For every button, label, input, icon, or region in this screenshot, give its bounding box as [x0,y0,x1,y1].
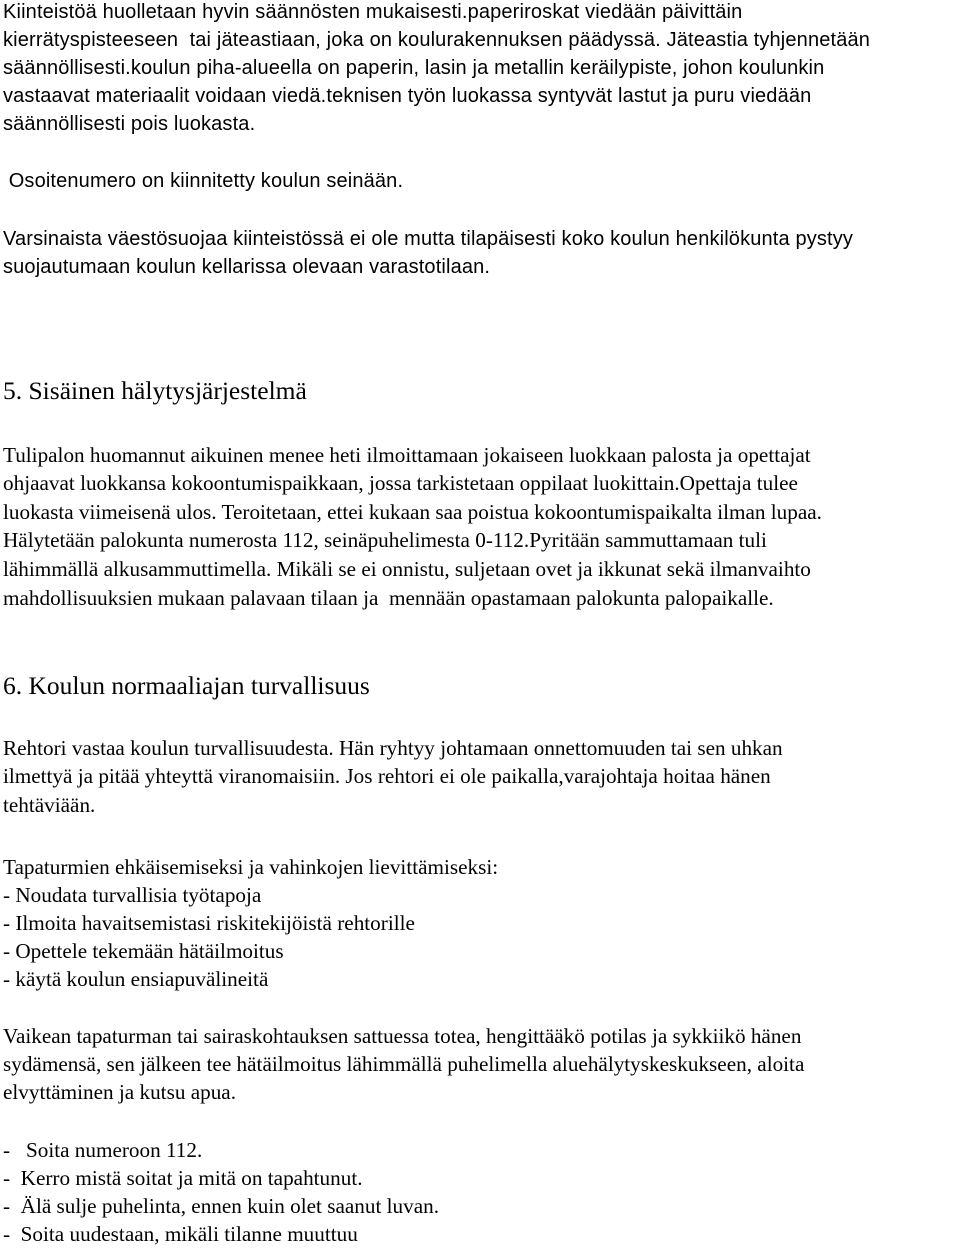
accident-paragraph-line: sydämensä, sen jälkeen tee hätäilmoitus lähimmällä puhelimella aluehälytyskeskukseen, aloita [3,1052,805,1076]
prevention-title: Tapaturmien ehkäisemiseksi ja vahinkojen lievittämiseksi: [3,855,499,879]
call-list-item: - Soita numeroon 112. [3,1138,203,1162]
section-5-body-line: mahdollisuuksien mukaan palavaan tilaan ja mennään opastamaan palokunta palopaikalle. [3,586,774,610]
prevention-list-item: - käytä koulun ensiapuvälineitä [3,967,269,991]
accident-paragraph-line: Vaikean tapaturman tai sairaskohtauksen sattuessa totea, hengittääkö potilas ja sykkiikö hänen [3,1024,802,1048]
address-note: Osoitenumero on kiinnitetty koulun seinään. [3,170,404,192]
shelter-paragraph-line: Varsinaista väestösuojaa kiinteistössä ei ole mutta tilapäisesti koko koulun henkilökunta pystyy [3,228,854,250]
section-6-intro-line: tehtäviään. [3,793,96,817]
prevention-list-item: - Opettele tekemään hätäilmoitus [3,939,284,963]
maintenance-paragraph-line: kierrätyspisteeseen tai jäteastiaan, joka on koulurakennuksen päädyssä. Jäteastia tyhjennetään [3,29,871,51]
call-list-item: - Älä sulje puhelinta, ennen kuin olet saanut luvan. [3,1194,439,1218]
section-6-heading: 6. Koulun normaaliajan turvallisuus [3,671,370,700]
prevention-list-item: - Ilmoita havaitsemistasi riskitekijöistä rehtorille [3,911,415,935]
maintenance-paragraph-line: säännöllisesti.koulun piha-alueella on paperin, lasin ja metallin keräilypiste, johon koulunkin [3,57,825,79]
section-5-body-line: ohjaavat luokkansa kokoontumispaikkaan, jossa tarkistetaan oppilaat luokittain.Opettaja tulee [3,471,798,495]
section-5-body-line: Hälytetään palokunta numerosta 112, seinäpuhelimesta 0-112.Pyritään sammuttamaan tuli [3,528,767,552]
shelter-paragraph-line: suojautumaan koulun kellarissa olevaan varastotilaan. [3,256,491,278]
maintenance-paragraph-line: Kiinteistöä huolletaan hyvin säännösten mukaisesti.paperiroskat viedään päivittäin [3,1,743,23]
section-6-intro-line: Rehtori vastaa koulun turvallisuudesta. Hän ryhtyy johtamaan onnettomuuden tai sen uhkan [3,736,783,760]
maintenance-paragraph-line: säännöllisesti pois luokasta. [3,113,256,135]
section-5-body-line: Tulipalon huomannut aikuinen menee heti ilmoittamaan jokaiseen luokkaan palosta ja opettajat [3,443,811,467]
section-5-body-line: lähimmällä alkusammuttimella. Mikäli se ei onnistu, suljetaan ovet ja ikkunat sekä ilmanvaihto [3,557,811,581]
prevention-list-item: - Noudata turvallisia työtapoja [3,883,262,907]
call-list-item: - Kerro mistä soitat ja mitä on tapahtunut. [3,1166,363,1190]
accident-paragraph-line: elvyttäminen ja kutsu apua. [3,1080,237,1104]
section-5-heading: 5. Sisäinen hälytysjärjestelmä [3,376,307,405]
section-6-intro-line: ilmettyä ja pitää yhteyttä viranomaisiin. Jos rehtori ei ole paikalla,varajohtaja hoitaa hänen [3,764,771,788]
section-5-body-line: luokasta viimeisenä ulos. Teroitetaan, ettei kukaan saa poistua kokoontumispaikalta ilman lupaa. [3,500,822,524]
call-list-item: - Soita uudestaan, mikäli tilanne muuttuu [3,1222,358,1246]
maintenance-paragraph-line: vastaavat materiaalit voidaan viedä.teknisen työn luokassa syntyvät lastut ja puru viedään [3,85,812,107]
